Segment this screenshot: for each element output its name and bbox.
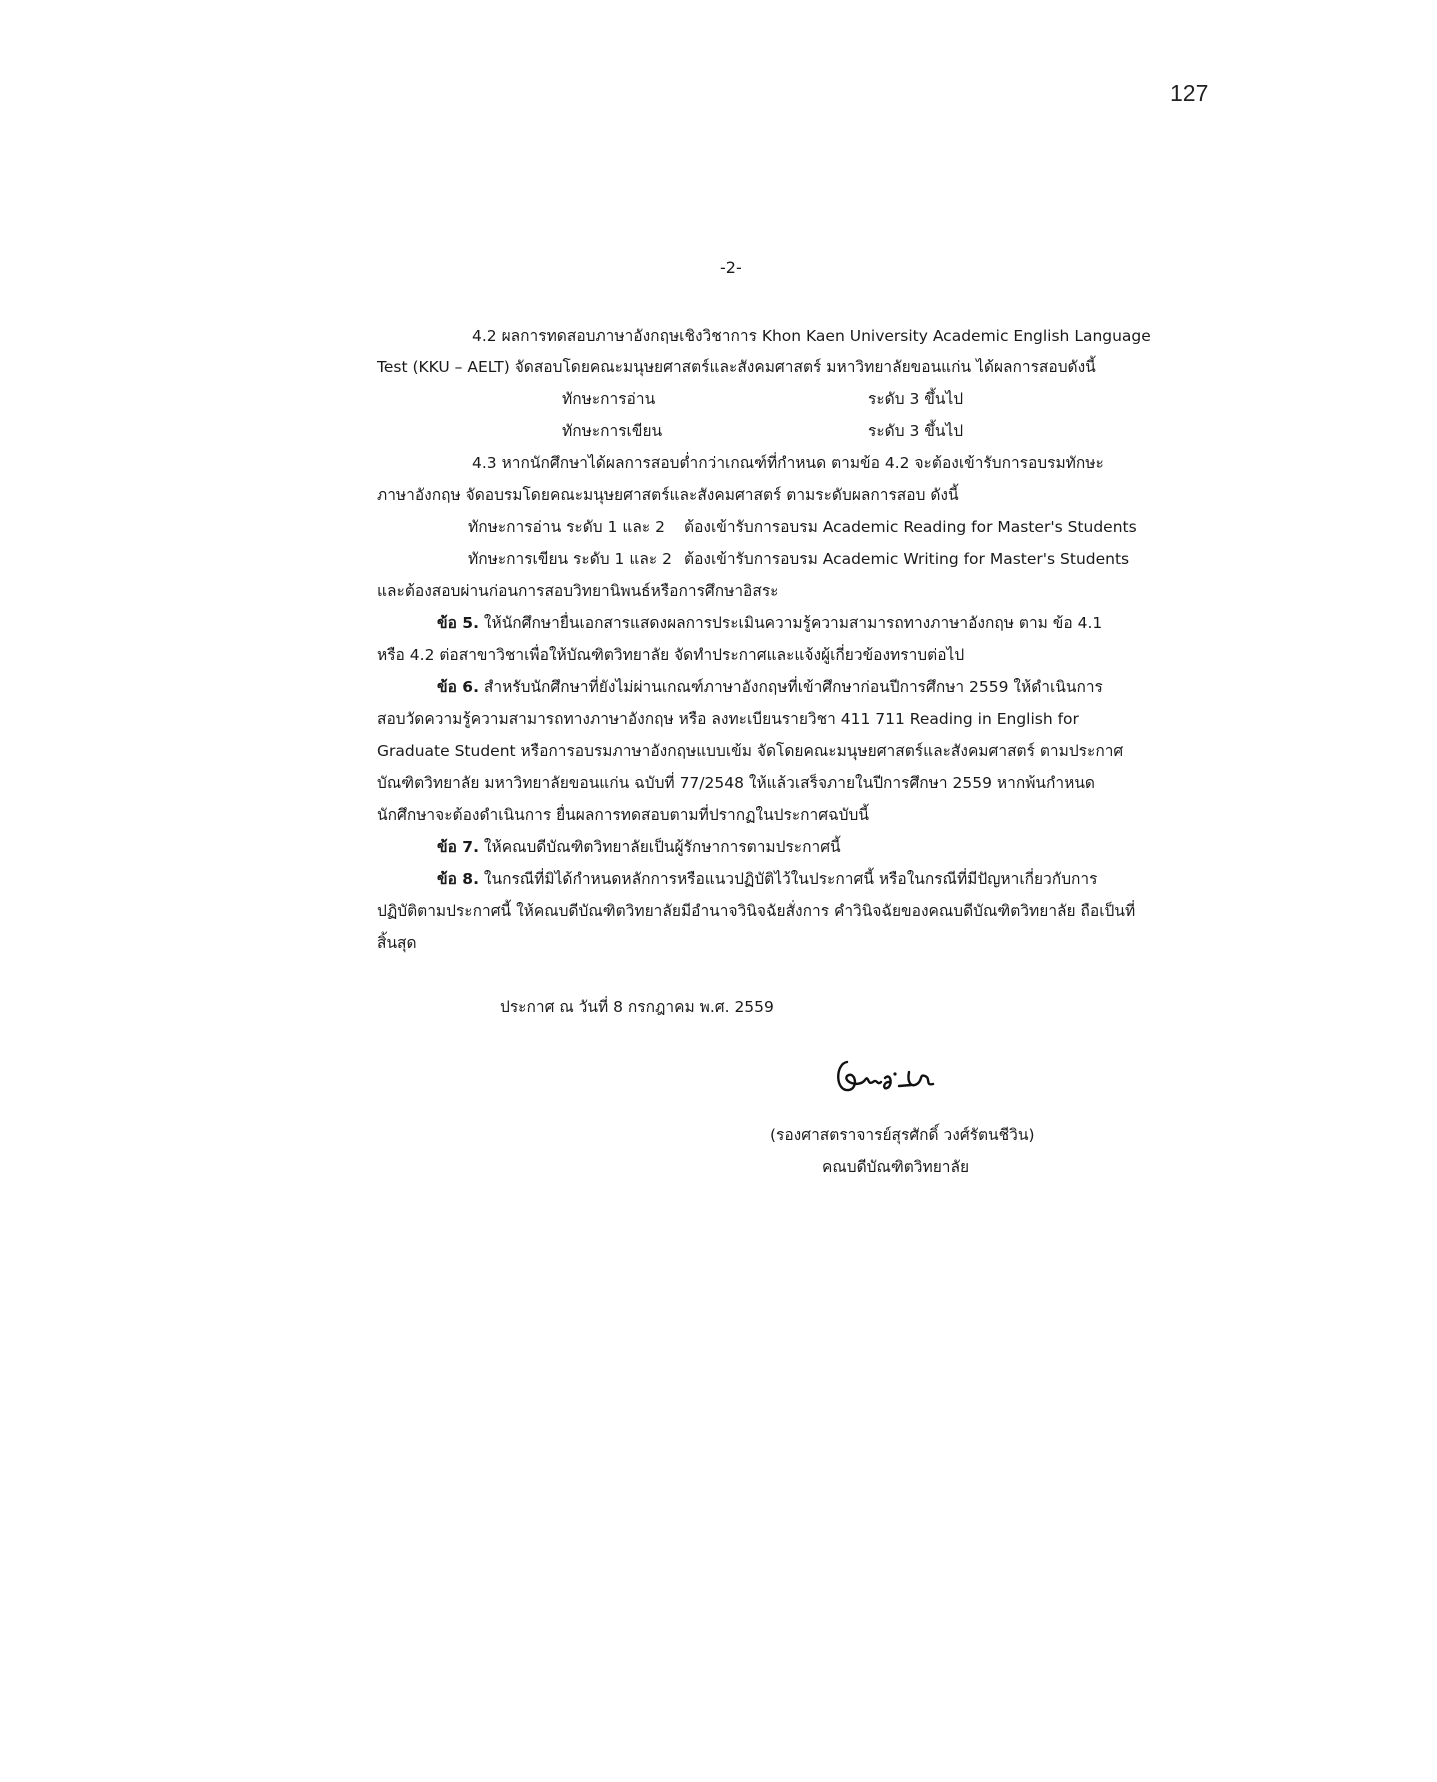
signer-title: คณบดีบัณฑิตวิทยาลัย	[822, 1158, 970, 1176]
clause-6-line-5: นักศึกษาจะต้องดำเนินการ ยื่นผลการทดสอบตามที่ปรากฏในประกาศฉบับนี้	[377, 806, 869, 824]
clause-5-label: ข้อ 5.	[437, 614, 479, 632]
clause-6-text: สำหรับนักศึกษาที่ยังไม่ผ่านเกณฑ์ภาษาอังกฤษที่เข้าศึกษาก่อนปีการศึกษา 2559 ให้ดำเนินการ	[478, 678, 1103, 696]
training-reading-course: ต้องเข้ารับการอบรม Academic Reading for Master's Students	[684, 518, 1137, 536]
announcement-date: ประกาศ ณ วันที่ 8 กรกฎาคม พ.ศ. 2559	[500, 998, 774, 1016]
page-number: 127	[1170, 80, 1209, 106]
signer-name: (รองศาสตราจารย์สุรศักดิ์ วงศ์รัตนชีวิน)	[770, 1126, 1035, 1144]
clause-7-text: ให้คณบดีบัณฑิตวิทยาลัยเป็นผู้รักษาการตามประกาศนี้	[478, 838, 841, 856]
clause-6-line-3: Graduate Student หรือการอบรมภาษาอังกฤษแบบเข้ม จัดโดยคณะมนุษยศาสตร์และสังคมศาสตร์ ตามประกาศ	[377, 742, 1124, 760]
skill-writing-level: ระดับ 3 ขึ้นไป	[868, 422, 964, 440]
clause-8-text: ในกรณีที่มิได้กำหนดหลักการหรือแนวปฏิบัติไว้ในประกาศนี้ หรือในกรณีที่มีปัญหาเกี่ยวกับการ	[478, 870, 1098, 888]
clause-4-3-line-2: ภาษาอังกฤษ จัดอบรมโดยคณะมนุษยศาสตร์และสังคมศาสตร์ ตามระดับผลการสอบ ดังนี้	[377, 486, 959, 504]
clause-5-line-1	[437, 613, 1102, 633]
clause-7-label: ข้อ 7.	[437, 838, 479, 856]
inner-page-marker: -2-	[720, 258, 742, 277]
clause-7-line-1	[437, 837, 841, 857]
clause-8-label: ข้อ 8.	[437, 870, 479, 888]
clause-4-3-line-3: และต้องสอบผ่านก่อนการสอบวิทยานิพนธ์หรือการศึกษาอิสระ	[377, 582, 779, 600]
signature-image	[833, 1052, 943, 1102]
clause-4-2-line-2: Test (KKU – AELT) จัดสอบโดยคณะมนุษยศาสตร์และสังคมศาสตร์ มหาวิทยาลัยขอนแก่น ได้ผลการสอบดังนี้	[377, 358, 1096, 376]
clause-5-text: ให้นักศึกษายื่นเอกสารแสดงผลการประเมินความรู้ความสามารถทางภาษาอังกฤษ ตาม ข้อ 4.1	[478, 614, 1103, 632]
clause-6-line-4: บัณฑิตวิทยาลัย มหาวิทยาลัยขอนแก่น ฉบับที่ 77/2548 ให้แล้วเสร็จภายในปีการศึกษา 2559 หากพ้นกำหนด	[377, 774, 1095, 792]
clause-5-line-2: หรือ 4.2 ต่อสาขาวิชาเพื่อให้บัณฑิตวิทยาลัย จัดทำประกาศและแจ้งผู้เกี่ยวข้องทราบต่อไป	[377, 646, 965, 664]
clause-8-line-1	[437, 869, 1097, 889]
clause-6-label: ข้อ 6.	[437, 678, 479, 696]
skill-writing: ทักษะการเขียน	[562, 422, 663, 440]
clause-4-2-line-1: 4.2 ผลการทดสอบภาษาอังกฤษเชิงวิชาการ Khon Kaen University Academic English Language	[472, 327, 1151, 345]
skill-reading: ทักษะการอ่าน	[562, 390, 656, 408]
training-writing-course: ต้องเข้ารับการอบรม Academic Writing for Master's Students	[684, 550, 1130, 568]
clause-8-line-3: สิ้นสุด	[377, 934, 417, 952]
clause-6-line-2: สอบวัดความรู้ความสามารถทางภาษาอังกฤษ หรือ ลงทะเบียนรายวิชา 411 711 Reading in English for	[377, 710, 1079, 728]
training-writing-skill: ทักษะการเขียน ระดับ 1 และ 2	[468, 550, 672, 568]
clause-8-line-2: ปฏิบัติตามประกาศนี้ ให้คณบดีบัณฑิตวิทยาลัยมีอำนาจวินิจฉัยสั่งการ คำวินิจฉัยของคณบดีบัณฑิตวิทยาลัย ถือเป็นที่	[377, 902, 1136, 920]
skill-reading-level: ระดับ 3 ขึ้นไป	[868, 390, 964, 408]
clause-6-line-1	[437, 677, 1103, 697]
clause-4-3-line-1: 4.3 หากนักศึกษาได้ผลการสอบต่ำกว่าเกณฑ์ที่กำหนด ตามข้อ 4.2 จะต้องเข้ารับการอบรมทักษะ	[472, 454, 1104, 472]
training-reading-skill: ทักษะการอ่าน ระดับ 1 และ 2	[468, 518, 665, 536]
